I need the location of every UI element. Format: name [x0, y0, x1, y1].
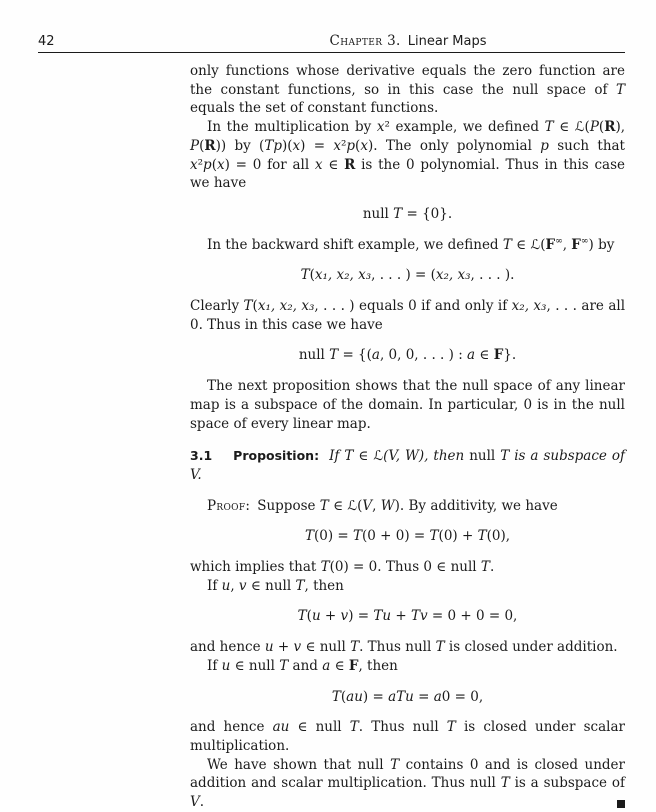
text-segment: is a subspace of: [509, 775, 625, 792]
text-block: [190, 62, 625, 812]
text-segment: x₁, x₂, x₃: [314, 267, 372, 284]
text-segment: F: [571, 236, 581, 253]
text-segment: a: [433, 688, 442, 705]
text-segment: = {0}.: [402, 205, 453, 222]
text-segment: Tu: [373, 608, 392, 625]
display-equation: [190, 688, 625, 707]
text-segment: +: [320, 608, 341, 625]
text-segment: x₂, x₃: [511, 298, 547, 315]
text-segment: T: [544, 119, 554, 136]
text-segment: (: [309, 267, 315, 284]
text-segment: In the backward shift example, we defined: [207, 236, 503, 253]
text-segment: x₂, x₃: [435, 267, 471, 284]
text-segment: P: [589, 119, 599, 136]
display-equation: [190, 266, 625, 285]
text-segment: is closed under scalar multiplication.: [190, 719, 625, 754]
text-segment: is the 0 polynomial. Thus in this case we have: [190, 156, 626, 192]
text-segment: Tp: [264, 137, 282, 154]
text-segment: = 0 + 0 = 0,: [427, 608, 518, 625]
text-segment: ∈ ℒ(: [553, 119, 590, 136]
text-segment: T: [502, 236, 512, 253]
text-segment: v: [238, 577, 247, 594]
text-segment: ,: [372, 497, 381, 514]
paragraph: [190, 558, 625, 577]
text-segment: T: [300, 267, 310, 284]
display-equation: [190, 527, 625, 546]
text-segment: ∈: [330, 657, 349, 674]
text-segment: ) =: [300, 137, 334, 154]
text-segment: x: [333, 137, 341, 154]
text-segment: such that: [548, 137, 625, 154]
text-segment: and hence: [190, 719, 273, 736]
paragraph: [190, 236, 625, 255]
text-segment: Suppose: [257, 497, 320, 514]
text-segment: x: [376, 119, 385, 136]
proposition-label: Proposition:: [233, 448, 320, 464]
text-segment: (0) =: [313, 528, 354, 545]
text-segment: u: [264, 639, 274, 656]
text-segment: null: [469, 448, 501, 465]
text-segment: ∈: [475, 347, 494, 364]
text-segment: u: [311, 608, 321, 625]
text-segment: T: [480, 559, 490, 576]
text-segment: R: [204, 137, 216, 154]
text-segment: x: [314, 156, 323, 173]
text-segment: T: [331, 688, 341, 705]
paragraph: [190, 657, 625, 676]
text-segment: T: [295, 577, 305, 594]
text-segment: x: [360, 137, 368, 154]
text-segment: If: [207, 657, 222, 674]
text-segment: T: [393, 205, 403, 222]
text-segment: ∈ null: [289, 719, 350, 736]
text-segment: +: [391, 608, 411, 625]
paragraph: [190, 497, 625, 516]
text-segment: ∈ null: [230, 657, 280, 674]
text-segment: T: [319, 497, 329, 514]
text-segment: T: [353, 528, 363, 545]
text-segment: contains 0 and is closed under addition and scalar multiplication. Thus null: [190, 756, 625, 792]
display-equation: [190, 346, 625, 365]
text-segment: u: [221, 657, 231, 674]
text-segment: null: [298, 347, 330, 364]
text-segment: (: [252, 298, 258, 315]
text-segment: T: [320, 559, 330, 576]
paragraph: [190, 638, 625, 657]
chapter-label: Chapter 3.: [329, 33, 401, 49]
proposition-number: 3.1: [190, 448, 213, 464]
text-segment: (0) +: [438, 528, 478, 545]
text-segment: (: [598, 119, 605, 136]
paragraph: [190, 377, 625, 433]
text-segment: T: [390, 756, 400, 773]
text-segment: ²: [340, 137, 347, 154]
text-segment: }.: [503, 347, 517, 364]
text-segment: F: [348, 657, 359, 674]
text-segment: au: [346, 688, 363, 705]
text-segment: If T ∈ ℒ(V, W), then: [329, 448, 470, 465]
text-segment: ∈ null: [246, 577, 296, 594]
text-segment: , 0, 0, . . . ) :: [379, 347, 468, 364]
text-segment: F: [545, 236, 556, 253]
text-segment: ). By additivity, we have: [394, 497, 558, 514]
text-segment: R: [344, 156, 356, 173]
chapter-title: [329, 30, 486, 49]
text-segment: which implies that: [190, 559, 321, 576]
text-segment: , . . . ) = (: [371, 267, 436, 284]
display-equation: [190, 607, 625, 626]
text-segment: ² example, we defined: [384, 119, 545, 136]
page-number: 42: [38, 34, 55, 49]
text-segment: . Thus null: [359, 639, 436, 656]
text-segment: T: [279, 657, 289, 674]
text-segment: V: [190, 794, 200, 811]
text-segment: p: [346, 137, 356, 154]
text-segment: (: [211, 156, 217, 173]
text-segment: only functions whose derivative equals the zero function are the constant functions, so in this case the null space of: [190, 63, 625, 98]
text-segment: ∈ ℒ(: [328, 497, 363, 514]
text-segment: P: [190, 137, 200, 154]
text-segment: T: [304, 528, 314, 545]
text-segment: a: [467, 347, 476, 364]
text-segment: (0 + 0) =: [362, 528, 430, 545]
text-segment: T: [429, 528, 439, 545]
text-segment: Tv: [410, 608, 428, 625]
text-segment: au: [272, 719, 290, 736]
text-segment: (: [355, 137, 361, 154]
text-segment: T: [349, 719, 359, 736]
text-segment: ,: [230, 577, 239, 594]
text-segment: (0) = 0. Thus 0 ∈ null: [329, 559, 481, 576]
text-segment: (0),: [486, 528, 511, 545]
text-segment: x: [190, 156, 198, 173]
text-segment: ∈ null: [301, 639, 351, 656]
text-segment: R: [604, 119, 616, 136]
text-segment: (: [340, 688, 347, 705]
text-segment: F: [493, 347, 504, 364]
text-segment: The next proposition shows that the null space of any linear map is a subspace of the domain. In particular, 0 is in the null space of every linear map.: [190, 378, 625, 432]
text-segment: ) =: [348, 608, 374, 625]
proposition: [190, 447, 625, 484]
paragraph: [190, 577, 625, 596]
text-segment: T: [350, 639, 360, 656]
text-segment: , . . . ) equals 0 if and only if: [314, 298, 512, 315]
text-segment: and: [288, 657, 323, 674]
text-segment: ). The only polynomial: [367, 137, 541, 154]
text-segment: W: [380, 497, 395, 514]
text-segment: .: [199, 794, 205, 811]
text-segment: ∈ ℒ(: [511, 236, 546, 253]
text-segment: )) by (: [215, 137, 265, 154]
paragraph: [190, 756, 625, 812]
text-segment: ) = 0 for all: [224, 156, 315, 173]
text-segment: , then: [304, 577, 344, 594]
text-segment: =: [413, 688, 434, 705]
text-segment: (: [306, 608, 312, 625]
text-segment: ) =: [362, 688, 389, 705]
qed-box-icon: [617, 800, 625, 808]
text-segment: T: [615, 81, 625, 98]
text-segment: p: [203, 156, 212, 173]
text-segment: T: [477, 528, 487, 545]
text-segment: T: [243, 298, 253, 315]
text-segment: null: [362, 205, 394, 222]
text-segment: and hence: [190, 639, 265, 656]
text-segment: T: [329, 347, 339, 364]
paragraph: [190, 62, 625, 118]
text-segment: +: [273, 639, 294, 656]
display-equation: [190, 205, 625, 224]
text-segment: T is a subspace of V.: [190, 448, 625, 483]
text-segment: 0 = 0,: [441, 688, 484, 705]
text-segment: x: [292, 137, 301, 154]
text-segment: ),: [615, 119, 625, 136]
text-segment: p: [540, 137, 549, 154]
text-segment: , . . . ).: [470, 267, 515, 284]
text-segment: , then: [358, 657, 398, 674]
text-segment: T: [446, 719, 456, 736]
text-segment: If: [207, 577, 222, 594]
text-segment: T: [500, 775, 510, 792]
text-segment: u: [221, 577, 231, 594]
text-segment: Clearly: [190, 298, 244, 315]
text-segment: ²: [197, 156, 204, 173]
text-segment: equals the set of constant functions.: [190, 100, 439, 117]
proof-label: Proof:: [207, 497, 251, 514]
text-segment: ) by: [588, 236, 615, 253]
text-segment: V: [362, 497, 373, 514]
text-segment: )(: [281, 137, 293, 154]
page-header: [38, 34, 625, 53]
text-segment: T: [435, 639, 445, 656]
text-segment: is closed under addition.: [444, 639, 618, 656]
text-segment: .: [489, 559, 495, 576]
text-segment: v: [293, 639, 302, 656]
text-segment: . Thus null: [358, 719, 447, 736]
text-segment: ∞: [580, 235, 589, 247]
paragraph: [190, 718, 625, 755]
text-segment: aTu: [388, 688, 414, 705]
text-segment: x₁, x₂, x₃: [257, 298, 315, 315]
text-segment: In the multiplication by: [207, 119, 377, 136]
text-segment: T: [297, 608, 307, 625]
paragraph: [190, 297, 625, 334]
text-segment: , . . . are all 0. Thus in this case we have: [190, 298, 626, 333]
text-segment: = {(: [338, 347, 372, 364]
text-segment: x: [216, 156, 225, 173]
text-segment: (: [199, 137, 205, 154]
text-segment: ∞: [555, 235, 563, 247]
text-segment: v: [340, 608, 349, 625]
text-segment: We have shown that null: [207, 756, 391, 773]
text-segment: ∈: [322, 156, 345, 173]
text-segment: a: [322, 657, 331, 674]
chapter-name: Linear Maps: [407, 34, 487, 49]
text-segment: ,: [562, 236, 572, 253]
paragraph: [190, 118, 625, 193]
text-segment: a: [371, 347, 380, 364]
